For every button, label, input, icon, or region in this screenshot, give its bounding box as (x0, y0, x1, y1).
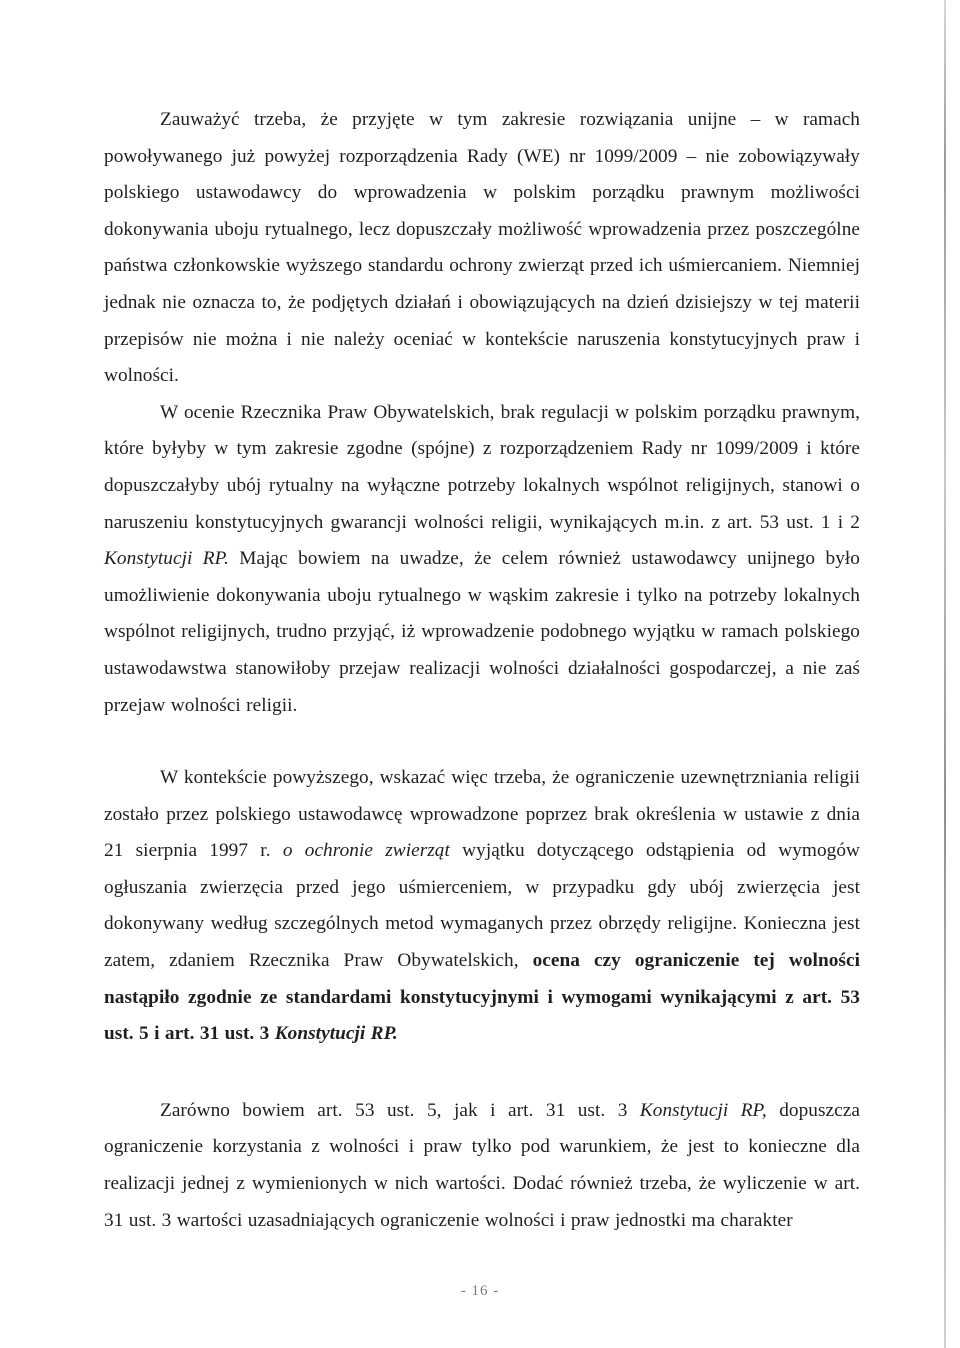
document-body (104, 102, 860, 1239)
paragraph-2-text-end: Mając bowiem na uwadze, że celem również ustawodawcy unijnego było umożliwienie dokonywania uboju rytualnego w wąskim zakresie i tylko na potrzeby lokalnych wspólnot religijnych, trudno przyjąć, iż wprowadzenie podobnego wyjątku w ramach polskiego ustawodawstwa stanowiłoby przejaw realizacji wolności działalności gospodarczej, a nie zaś przejaw wolności religii. (104, 548, 860, 716)
paragraph-2-italic-reference: Konstytucji RP. (104, 548, 229, 570)
paragraph-1 (104, 102, 860, 395)
paragraph-4 (104, 1093, 860, 1239)
paragraph-3-text-start: W kontekście powyższego, wskazać więc trzeba, że ograniczenie uzewnętrzniania religii zostało przez polskiego ustawodawcę wprowadzone poprzez brak określenia w ustawie z dnia 21 sierpnia 1997 r. (104, 767, 860, 862)
scan-edge-shadow (944, 0, 946, 1348)
paragraph-3-text-mid: wyjątku dotyczącego odstąpienia od wymogów ogłuszania zwierzęcia przed jego uśmierceniem, w przypadku gdy ubój zwierzęcia jest dokonywany według szczególnych metod wymaganych przez obrzędy religijne. Konieczna jest zatem, zdaniem Rzecznika Praw Obywatelskich, (104, 840, 860, 972)
page-number: - 16 - (460, 1283, 500, 1299)
paragraph-2-text-start: W ocenie Rzecznika Praw Obywatelskich, brak regulacji w polskim porządku prawnym, które byłyby w tym zakresie zgodne (spójne) z rozporządzeniem Rady nr 1099/2009 i które dopuszczałyby ubój rytualny na wyłączne potrzeby lokalnych wspólnot religijnych, stanowi o naruszeniu konstytucyjnych gwarancji wolności religii, wynikających m.in. z art. 53 ust. 1 i 2 (104, 401, 860, 533)
paragraph-4-text-start: Zarówno bowiem art. 53 ust. 5, jak i art. 31 ust. 3 (160, 1099, 640, 1121)
paragraph-3-bold-italic-reference: Konstytucji RP. (274, 1023, 398, 1045)
paragraph-3-bold-text: ocena czy ograniczenie tej wolności nastąpiło zgodnie ze standardami konstytucyjnymi i wymogami wynikającymi z art. 53 ust. 5 i art. 31 ust. 3 (104, 950, 860, 1045)
paragraph-4-italic-reference: Konstytucji RP, (639, 1099, 767, 1121)
paragraph-3-italic-act-title: o ochronie zwierząt (282, 840, 450, 862)
paragraph-4-text-end: dopuszcza ograniczenie korzystania z wolności i praw tylko pod warunkiem, że jest to konieczne dla realizacji jednej z wymienionych w nich wartości. Dodać również trzeba, że wyliczenie w art. 31 ust. 3 wartości uzasadniających ograniczenie wolności i praw jednostki ma charakter (104, 1099, 860, 1231)
paragraph-3 (104, 760, 860, 1053)
paragraph-1-text: Zauważyć trzeba, że przyjęte w tym zakresie rozwiązania unijne – w ramach powoływanego już powyżej rozporządzenia Rady (WE) nr 1099/2009 – nie zobowiązywały polskiego ustawodawcy do wprowadzenia w polskim porządku prawnym możliwości dokonywania uboju rytualnego, lecz dopuszczały możliwość wprowadzenia przez poszczególne państwa członkowskie wyższego standardu ochrony zwierząt przed ich uśmiercaniem. Niemniej jednak nie oznacza to, że podjętych działań i obowiązujących na dzień dzisiejszy w tej materii przepisów nie można i nie należy oceniać w kontekście naruszenia konstytucyjnych praw i wolności. (104, 109, 860, 387)
paragraph-2 (104, 395, 860, 724)
